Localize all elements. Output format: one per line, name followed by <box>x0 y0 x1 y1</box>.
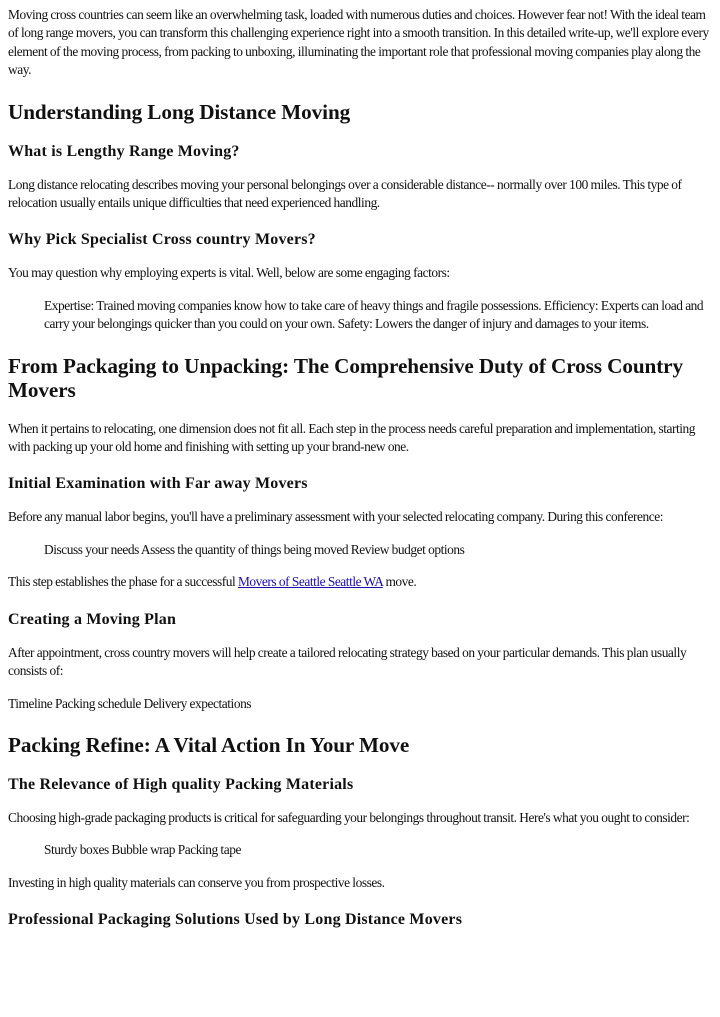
paragraph-relevance: Choosing high-grade packaging products is critical for safeguarding your belongings throughout transit. Here's what you ought to consider: <box>8 809 690 825</box>
paragraph-initial: Before any manual labor begins, you'll have a preliminary assessment with your selected relocating company. During this conference: <box>8 509 663 525</box>
paragraph-packaging: When it pertains to relocating, one dimension does not fit all. Each step in the process needs careful preparation and implementation, starting with packing up your old home and finishing with setting up your brand-new one. <box>8 420 696 455</box>
movers-seattle-link[interactable]: Movers of Seattle Seattle WA <box>237 574 383 590</box>
step-text-after: move. <box>382 574 417 590</box>
heading-packaging-to-unpacking: From Packaging to Unpacking: The Comprehensive Duty of Cross Country Movers <box>8 353 683 402</box>
heading-relevance: The Relevance of High quality Packing Materials <box>8 775 354 793</box>
heading-what-is: What is Lengthy Range Moving? <box>8 142 240 160</box>
paragraph-investing: Investing in high quality materials can conserve you from prospective losses. <box>8 874 385 890</box>
heading-initial-examination: Initial Examination with Far away Movers <box>8 475 308 493</box>
list-relevance: Sturdy boxes Bubble wrap Packing tape <box>44 842 241 858</box>
paragraph-what-is: Long distance relocating describes moving your personal belongings over a considerable distance-- normally over 100 miles. This type of relocation usually entails unique difficulties that need experienced handling. <box>8 176 682 211</box>
heading-moving-plan: Creating a Moving Plan <box>8 610 177 628</box>
paragraph-plan: After appointment, cross country movers will help create a tailored relocating strategy based on your particular demands. This plan usually consists of: <box>8 644 687 679</box>
list-plan: Timeline Packing schedule Delivery expectations <box>8 695 252 711</box>
heading-packing-refine: Packing Refine: A Vital Action In Your Move <box>8 732 410 757</box>
paragraph-why-pick: You may question why employing experts is vital. Well, below are some engaging factors: <box>8 265 450 281</box>
intro-paragraph: Moving cross countries can seem like an overwhelming task, loaded with numerous duties and choices. However fear not! With the ideal team of long range movers, you can transform this challenging experience right into a smooth transition. In this detailed write-up, we'll explore every element of the moving process, from packing to unboxing, illuminating the important role that professional moving companies play along the way. <box>8 7 709 78</box>
list-why-pick: Expertise: Trained moving companies know how to take care of heavy things and fragile possessions. Efficiency: Experts can load and carry your belongings quicker than you could on your own. Safety: Lowers the danger of injury and damages to your items. <box>44 297 704 332</box>
step-text-before: This step establishes the phase for a successful <box>8 574 238 590</box>
heading-understanding: Understanding Long Distance Moving <box>8 99 351 124</box>
heading-professional-packaging: Professional Packaging Solutions Used by Long Distance Movers <box>8 911 463 929</box>
heading-why-pick: Why Pick Specialist Cross country Movers? <box>8 231 316 249</box>
paragraph-step <box>8 573 710 591</box>
list-initial: Discuss your needs Assess the quantity of things being moved Review budget options <box>44 541 465 557</box>
